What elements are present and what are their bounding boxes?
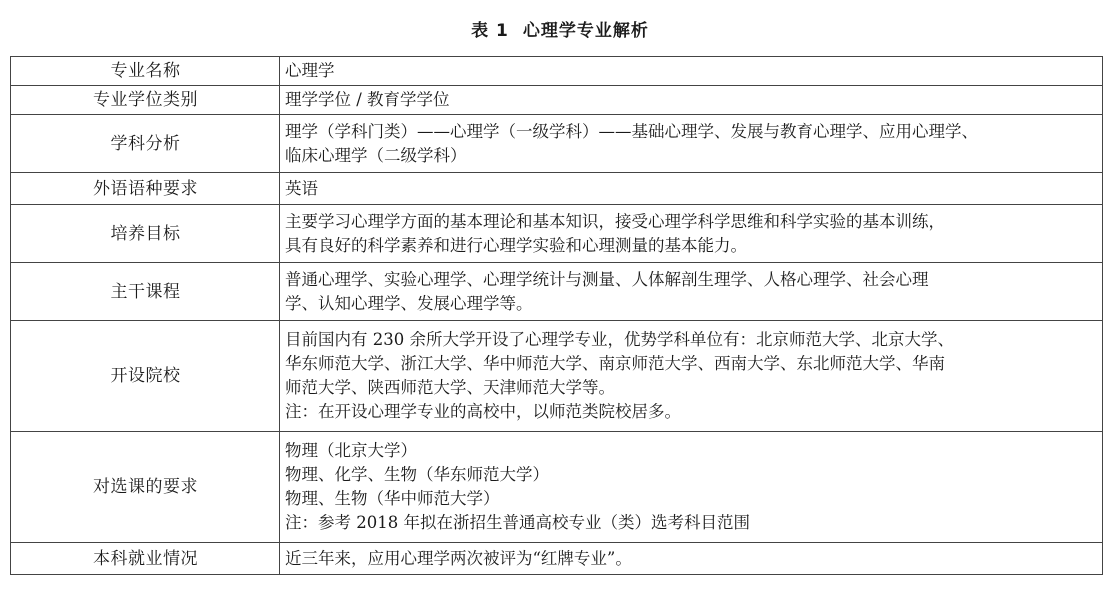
row-label: 外语语种要求 [11,173,280,205]
table-row [11,543,1103,575]
row-value [280,173,1103,205]
row-label: 主干课程 [11,263,280,321]
row-value [280,321,1103,432]
row-value [280,263,1103,321]
table-number: 表 1 [471,21,509,41]
table-row [11,115,1103,173]
value-line: 物理（北京大学） [285,441,417,460]
table-row [11,432,1103,543]
row-value [280,432,1103,543]
row-label: 专业名称 [11,57,280,86]
value-line: 具有良好的科学素养和进行心理学实验和心理测量的基本能力。 [285,235,747,255]
value-line: 物理、生物（华中师范大学） [285,489,500,508]
row-label: 本科就业情况 [11,543,280,575]
value-line: 师范大学、陕西师范大学、天津师范大学等。 [285,378,615,397]
row-value [280,205,1103,263]
value-note: 注：参考 2018 年拟在浙招生普通高校专业（类）选考科目范围 [285,513,750,532]
value-line: 目前国内有 230 余所大学开设了心理学专业，优势学科单位有：北京师范大学、北京大学、 [285,330,954,349]
table-row [11,205,1103,263]
row-label: 开设院校 [11,321,280,432]
table-row [11,173,1103,205]
value-line: 英语 [285,178,318,198]
row-label: 学科分析 [11,115,280,173]
value-line: 华东师范大学、浙江大学、华中师范大学、南京师范大学、西南大学、东北师范大学、华南 [285,354,945,373]
value-line: 学、认知心理学、发展心理学等。 [285,293,533,313]
table-title: 心理学专业解析 [522,21,649,41]
table-row [11,57,1103,86]
value-line: 普通心理学、实验心理学、心理学统计与测量、人体解剖生理学、人格心理学、社会心理 [285,269,929,289]
table-row [11,86,1103,115]
table-row [11,263,1103,321]
row-value [280,57,1103,86]
value-line: 理学学位 / 教育学学位 [285,90,450,109]
table-row [11,321,1103,432]
value-line: 物理、化学、生物（华东师范大学） [285,465,549,484]
row-label: 对选课的要求 [11,432,280,543]
major-analysis-table [10,56,1103,575]
value-line: 临床心理学（二级学科） [285,145,467,165]
row-value [280,115,1103,173]
row-value [280,543,1103,575]
value-line: 近三年来，应用心理学两次被评为“红牌专业”。 [285,548,632,568]
value-note: 注：在开设心理学专业的高校中，以师范类院校居多。 [285,402,681,421]
row-value [280,86,1103,115]
value-line: 理学（学科门类）——心理学（一级学科）——基础心理学、发展与教育心理学、应用心理学、 [285,121,978,141]
table-caption [0,16,1120,41]
value-line: 主要学习心理学方面的基本理论和基本知识，接受心理学科学思维和科学实验的基本训练， [285,211,945,231]
value-line: 心理学 [285,61,335,80]
row-label: 专业学位类别 [11,86,280,115]
row-label: 培养目标 [11,205,280,263]
